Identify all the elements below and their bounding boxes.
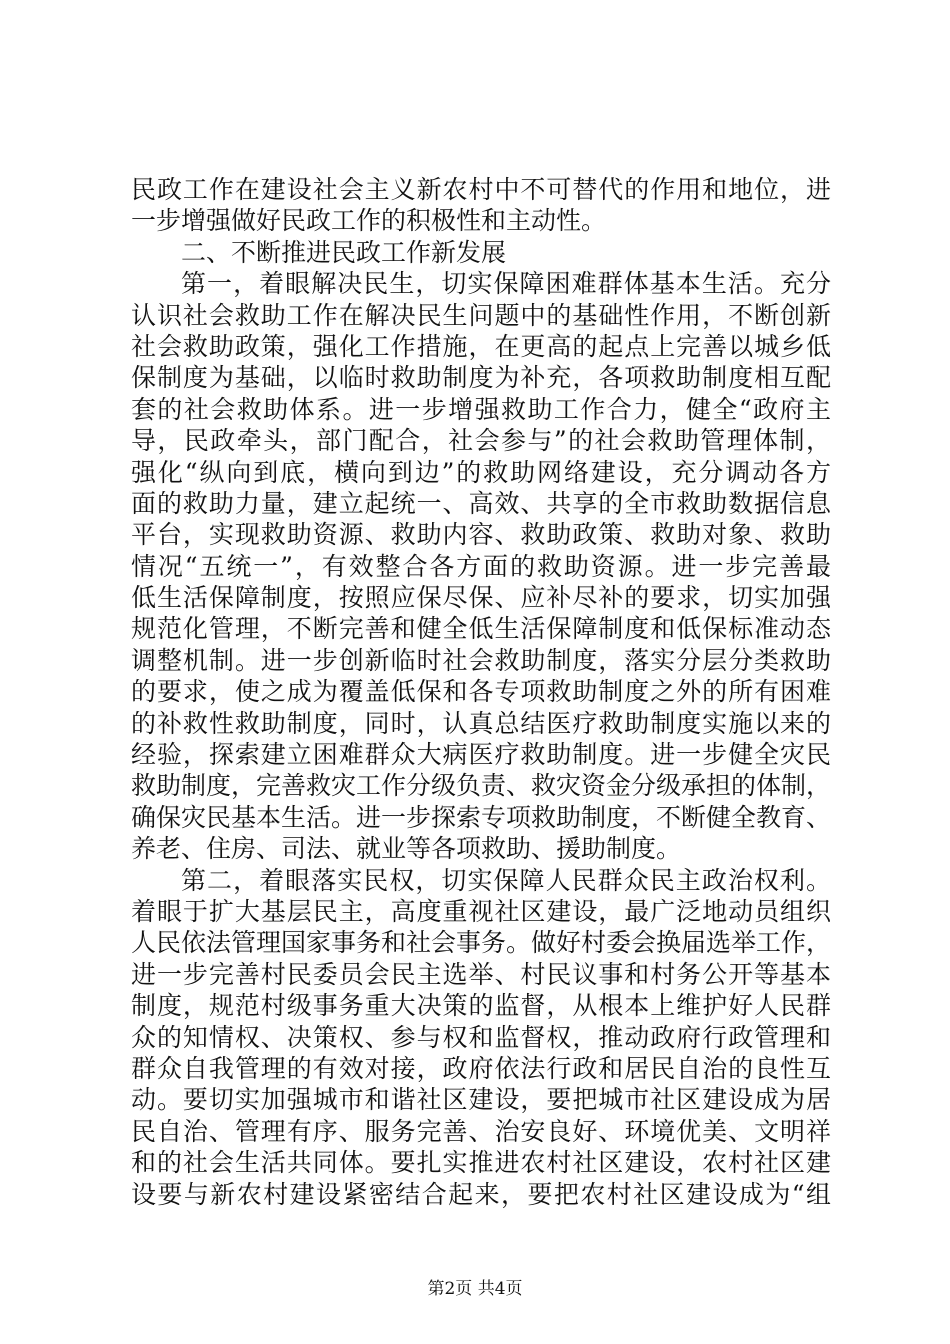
text-line: 强化“纵向到底，横向到边”的救助网络建设，充分调动各方 [131, 457, 831, 487]
text-line: 群众自我管理的有效对接，政府依法行政和居民自治的良性互 [131, 1053, 831, 1083]
text-line: 规范化管理，不断完善和健全低生活保障制度和低保标准动态 [131, 614, 831, 644]
text-line: 进一步完善村民委员会民主选举、村民议事和村务公开等基本 [131, 959, 831, 989]
text-line: 动。要切实加强城市和谐社区建设，要把城市社区建设成为居 [131, 1085, 831, 1115]
text-line: 的要求，使之成为覆盖低保和各专项救助制度之外的所有困难 [131, 677, 831, 707]
text-line: 保制度为基础，以临时救助制度为补充，各项救助制度相互配 [131, 363, 831, 393]
text-line: 认识社会救助工作在解决民生问题中的基础性作用，不断创新 [131, 300, 831, 330]
text-line: 经验，探索建立困难群众大病医疗救助制度。进一步健全灾民 [131, 740, 831, 770]
text-line: 着眼于扩大基层民主，高度重视社区建设，最广泛地动员组织 [131, 896, 831, 926]
document-body [131, 174, 831, 1210]
text-line: 第一，着眼解决民生，切实保障困难群体基本生活。充分 [181, 269, 831, 299]
text-line: 民自治、管理有序、服务完善、治安良好、环境优美、文明祥 [131, 1116, 831, 1146]
text-line: 确保灾民基本生活。进一步探索专项救助制度，不断健全教育、 [131, 802, 832, 832]
text-line: 套的社会救助体系。进一步增强救助工作合力，健全“政府主 [131, 394, 831, 424]
text-line: 一步增强做好民政工作的积极性和主动性。 [131, 206, 607, 236]
text-line: 众的知情权、决策权、参与权和监督权，推动政府行政管理和 [131, 1022, 831, 1052]
text-line: 和的社会生活共同体。要扎实推进农村社区建设，农村社区建 [131, 1148, 831, 1178]
text-line: 平台，实现救助资源、救助内容、救助政策、救助对象、救助 [131, 520, 831, 550]
text-line: 二、不断推进民政工作新发展 [181, 237, 507, 267]
text-line: 养老、住房、司法、就业等各项救助、援助制度。 [131, 834, 682, 864]
text-line: 救助制度，完善救灾工作分级负责、救灾资金分级承担的体制， [131, 771, 832, 801]
text-line: 情况“五统一”，有效整合各方面的救助资源。进一步完善最 [131, 551, 831, 581]
text-line: 社会救助政策，强化工作措施，在更高的起点上完善以城乡低 [131, 331, 831, 361]
text-line: 制度，规范村级事务重大决策的监督，从根本上维护好人民群 [131, 991, 831, 1021]
page-footer: 第2页 共4页 [427, 1279, 523, 1299]
text-line: 的补救性救助制度，同时，认真总结医疗救助制度实施以来的 [131, 708, 831, 738]
text-line: 第二，着眼落实民权，切实保障人民群众民主政治权利。 [181, 865, 831, 895]
text-line: 低生活保障制度，按照应保尽保、应补尽补的要求，切实加强 [131, 583, 831, 613]
text-line: 人民依法管理国家事务和社会事务。做好村委会换届选举工作， [131, 928, 832, 958]
text-line: 调整机制。进一步创新临时社会救助制度，落实分层分类救助 [131, 645, 831, 675]
text-line: 面的救助力量，建立起统一、高效、共享的全市救助数据信息 [131, 488, 831, 518]
text-line: 设要与新农村建设紧密结合起来，要把农村社区建设成为“组 [131, 1179, 831, 1209]
text-line: 导，民政牵头，部门配合，社会参与”的社会救助管理体制， [131, 426, 831, 456]
text-line: 民政工作在建设社会主义新农村中不可替代的作用和地位，进 [131, 175, 831, 204]
